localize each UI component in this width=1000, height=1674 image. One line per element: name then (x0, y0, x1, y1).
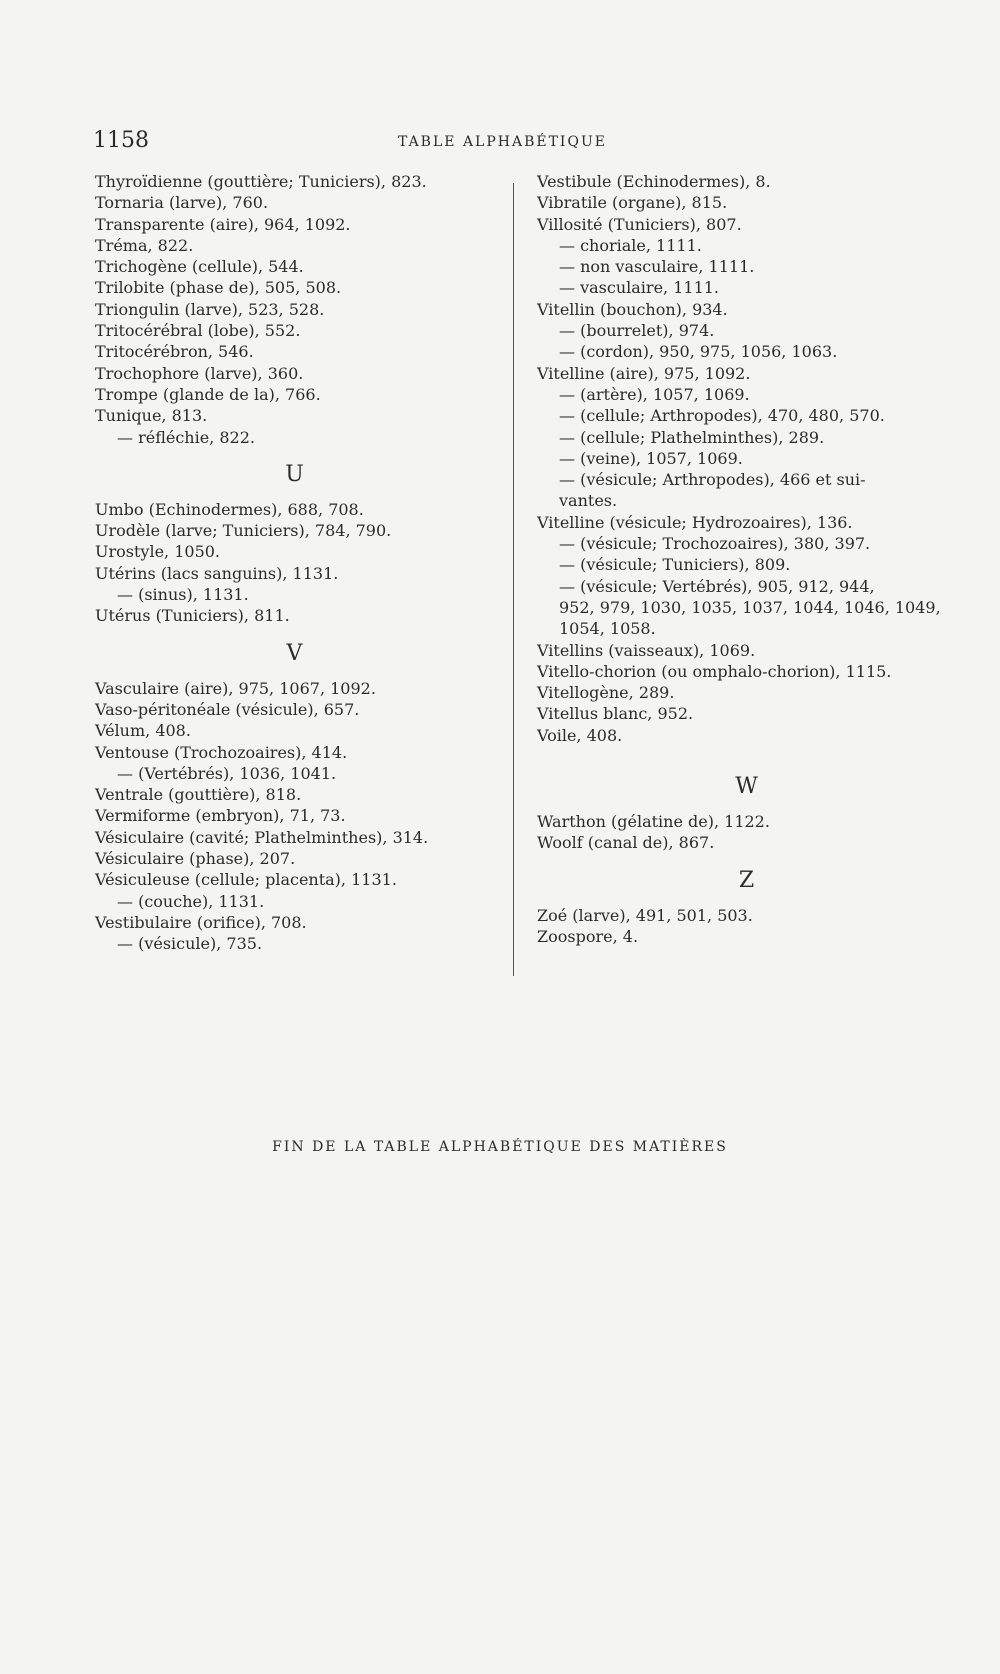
index-entry: Vestibulaire (orifice), 708. (95, 912, 307, 932)
index-entry: Vibratile (organe), 815. (537, 193, 728, 213)
index-entry: Voile, 408. (537, 725, 623, 745)
section-letter-z: Z (738, 867, 756, 893)
index-entry: Umbo (Echinodermes), 688, 708. (95, 499, 364, 519)
index-entry: Utérus (Tuniciers), 811. (95, 606, 290, 626)
section-letter-u: U (285, 461, 305, 487)
index-subentry: — (vésicule; Vertébrés), 905, 912, 944, (559, 576, 875, 596)
index-entry: Vélum, 408. (95, 721, 191, 741)
column-divider (513, 183, 514, 976)
index-entry: Trichogène (cellule), 544. (95, 257, 304, 277)
index-entry-continuation: 952, 979, 1030, 1035, 1037, 1044, 1046, 1049, (559, 597, 941, 617)
index-entry: Villosité (Tuniciers), 807. (537, 214, 742, 234)
index-entry: Tréma, 822. (95, 235, 194, 255)
index-subentry: — choriale, 1111. (559, 235, 702, 255)
index-entry: Tritocérébron, 546. (95, 342, 254, 362)
index-entry: Vitellin (bouchon), 934. (537, 299, 728, 319)
index-entry: Vermiforme (embryon), 71, 73. (95, 806, 346, 826)
index-subentry: — (vésicule; Tuniciers), 809. (559, 555, 791, 575)
index-entry: Vaso-péritonéale (vésicule), 657. (95, 699, 360, 719)
index-entry: Vésiculaire (cavité; Plathelminthes), 314. (95, 827, 429, 847)
index-entry: Vitelline (aire), 975, 1092. (537, 363, 751, 383)
index-entry: Ventouse (Trochozoaires), 414. (95, 742, 348, 762)
index-entry: Zoospore, 4. (537, 926, 639, 946)
index-subentry: — (vésicule; Arthropodes), 466 et sui- (559, 470, 866, 490)
index-entry: Urodèle (larve; Tuniciers), 784, 790. (95, 521, 392, 541)
index-subentry: — non vasculaire, 1111. (559, 257, 755, 277)
section-letter-w: W (735, 774, 759, 800)
index-entry: Tritocérébral (lobe), 552. (95, 321, 301, 341)
index-entry: Trompe (glande de la), 766. (95, 384, 321, 404)
index-entry: Utérins (lacs sanguins), 1131. (95, 563, 339, 583)
section-letter-v: V (286, 640, 304, 666)
index-entry-continuation: 1054, 1058. (559, 619, 656, 639)
index-subentry: — vasculaire, 1111. (559, 278, 720, 298)
index-entry: Vestibule (Echinodermes), 8. (537, 172, 771, 191)
index-entry: Transparente (aire), 964, 1092. (95, 214, 351, 234)
index-subentry: — réfléchie, 822. (117, 427, 255, 447)
index-entry: Trilobite (phase de), 505, 508. (95, 278, 342, 298)
index-entry: Tunique, 813. (95, 406, 208, 426)
index-subentry: — (artère), 1057, 1069. (559, 384, 750, 404)
index-entry: Vésiculeuse (cellule; placenta), 1131. (95, 870, 397, 890)
index-entry: Ventrale (gouttière), 818. (95, 785, 302, 805)
index-entry: Tornaria (larve), 760. (95, 193, 269, 213)
index-subentry: — (vésicule), 735. (117, 934, 263, 954)
index-subentry: — (couche), 1131. (117, 891, 265, 911)
page-number: 1158 (93, 128, 149, 153)
index-entry: Woolf (canal de), 867. (537, 833, 715, 853)
end-of-index-note: FIN DE LA TABLE ALPHABÉTIQUE DES MATIÈRES (272, 1139, 728, 1155)
index-entry: Warthon (gélatine de), 1122. (537, 812, 770, 832)
index-subentry: — (veine), 1057, 1069. (559, 448, 743, 468)
index-entry: Urostyle, 1050. (95, 542, 221, 562)
index-entry: Triongulin (larve), 523, 528. (95, 299, 325, 319)
index-entry: Thyroïdienne (gouttière; Tuniciers), 823. (95, 172, 427, 191)
running-title: TABLE ALPHABÉTIQUE (398, 134, 607, 150)
index-entry: Trochophore (larve), 360. (95, 363, 304, 383)
section-spacer (537, 746, 957, 760)
index-subentry: — (cellule; Plathelminthes), 289. (559, 427, 825, 447)
index-entry: Vésiculaire (phase), 207. (95, 849, 296, 869)
index-subentry: — (cordon), 950, 975, 1056, 1063. (559, 342, 838, 362)
index-entry: Vitellus blanc, 952. (537, 704, 694, 724)
index-subentry: — (Vertébrés), 1036, 1041. (117, 763, 337, 783)
index-entry: Zoé (larve), 491, 501, 503. (537, 905, 753, 925)
right-column (537, 171, 957, 947)
index-subentry: — (vésicule; Trochozoaires), 380, 397. (559, 534, 871, 554)
index-entry: Vitello-chorion (ou omphalo-chorion), 1115. (537, 661, 892, 681)
index-subentry: — (bourrelet), 974. (559, 321, 715, 341)
index-subentry: — (cellule; Arthropodes), 470, 480, 570. (559, 406, 885, 426)
index-entry: Vitellogène, 289. (537, 683, 675, 703)
left-column (95, 171, 495, 955)
index-subentry: — (sinus), 1131. (117, 585, 249, 605)
index-entry: Vitelline (vésicule; Hydrozoaires), 136. (537, 512, 853, 532)
index-entry: Vitellins (vaisseaux), 1069. (537, 640, 756, 660)
index-entry: Vasculaire (aire), 975, 1067, 1092. (95, 678, 376, 698)
index-entry-continuation: vantes. (559, 491, 618, 511)
